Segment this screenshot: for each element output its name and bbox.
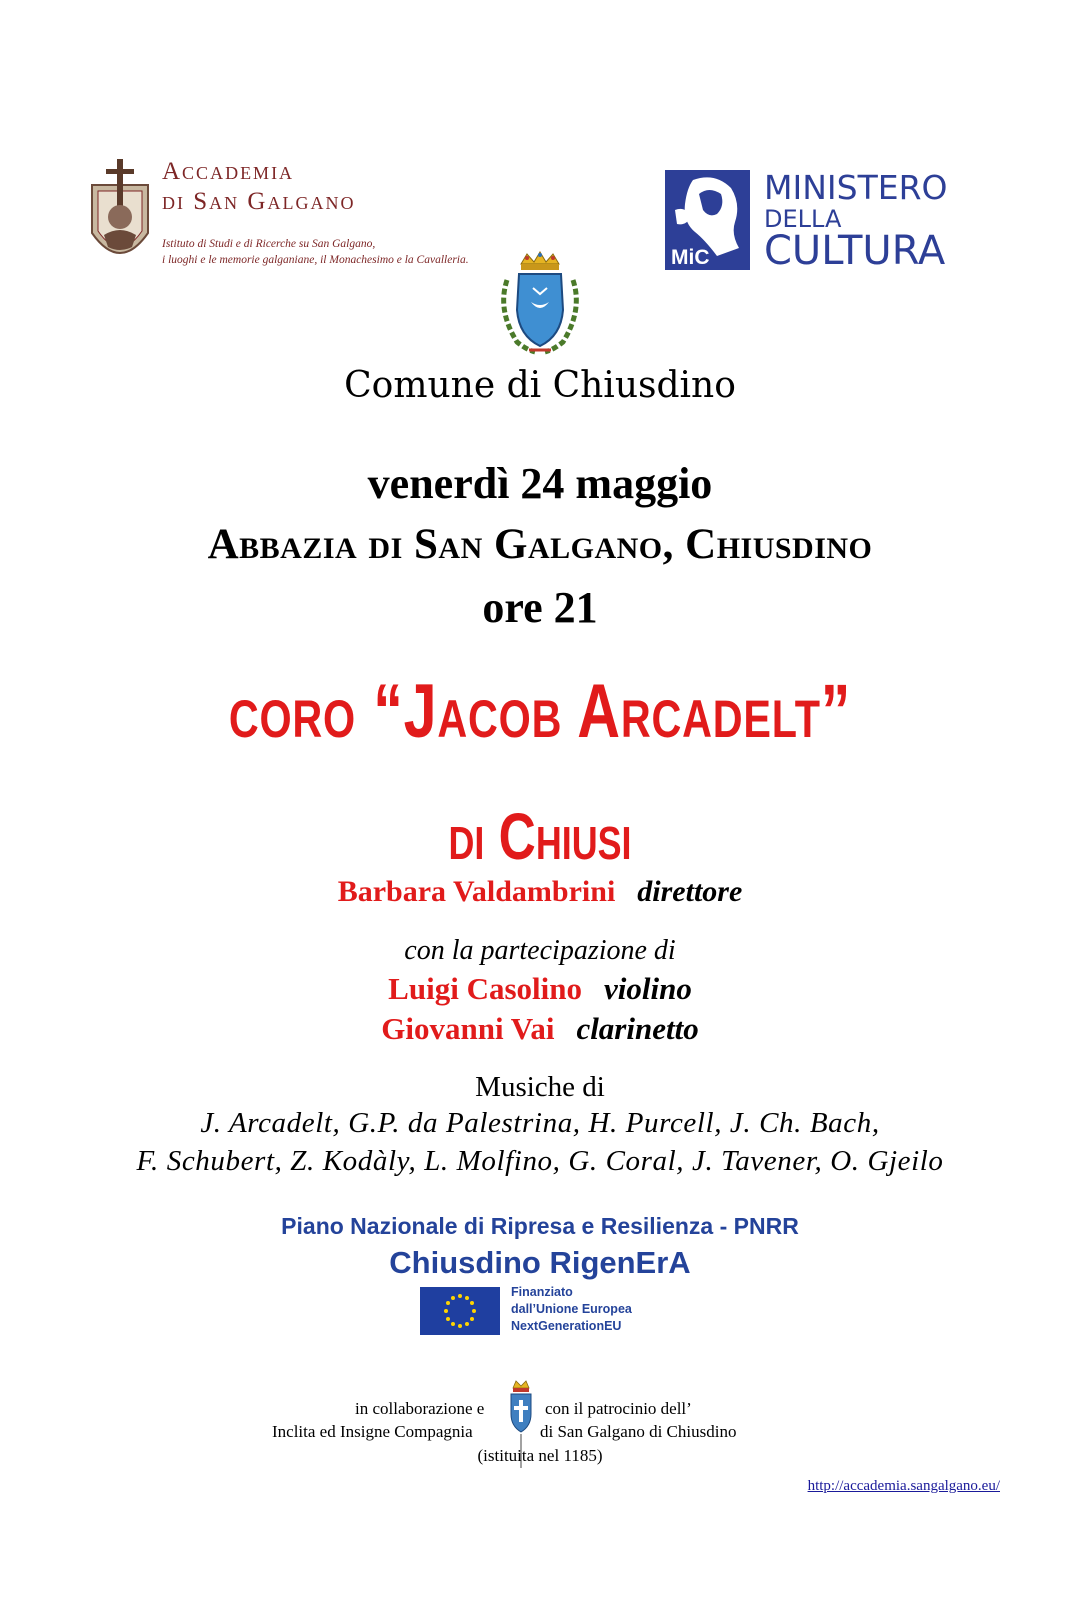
eu-funding-line3: NextGenerationEU: [511, 1319, 622, 1333]
comune-name: Comune di Chiusdino: [344, 365, 736, 406]
choir-name: coro “Jacob Arcadelt”: [228, 669, 852, 754]
performer-line: [0, 1011, 1080, 1047]
collaboration-text-1b: con il patrocinio dell’: [545, 1399, 692, 1418]
accademia-emblem-icon: [84, 155, 156, 273]
accademia-subtitle-line2: i luoghi e le memorie galganiane, il Monachesimo e la Cavalleria.: [162, 254, 469, 266]
ministero-line3: CULTURA: [764, 228, 946, 274]
composers-line2: F. Schubert, Z. Kodàly, L. Molfino, G. Coral, J. Tavener, O. Gjeilo: [136, 1145, 944, 1177]
website-link[interactable]: http://accademia.sangalgano.eu/: [807, 1478, 1000, 1494]
collaboration-founding: (istituita nel 1185): [477, 1446, 603, 1465]
director-line: [0, 875, 1080, 909]
choir-city: di Chiusi: [448, 799, 632, 873]
director-name: Barbara Valdambrini: [337, 875, 616, 908]
collaboration-text-2b: di San Galgano di Chiusdino: [540, 1422, 737, 1441]
eu-funding-line2: dall’Unione Europea: [511, 1302, 632, 1316]
performer-line: [0, 971, 1080, 1007]
ministero-line1: MINISTERO: [764, 168, 948, 207]
event-time: ore 21: [482, 583, 598, 632]
ministero-logo: [665, 170, 750, 270]
composers-line1: J. Arcadelt, G.P. da Palestrina, H. Purcell, J. Ch. Bach,: [200, 1107, 880, 1139]
collaboration-text-1a: in collaborazione e: [355, 1399, 485, 1418]
accademia-name-line2: di San Galgano: [162, 188, 356, 215]
performer-role: violino: [603, 971, 692, 1006]
collaboration-text-2a: Inclita ed Insigne Compagnia: [272, 1422, 473, 1441]
eu-funding-line1: Finanziato: [511, 1285, 573, 1299]
pnrr-title: Piano Nazionale di Ripresa e Resilienza - PNRR: [281, 1213, 799, 1239]
pnrr-project: Chiusdino RigenErA: [389, 1245, 691, 1280]
music-label: Musiche di: [475, 1071, 605, 1103]
accademia-name-line1: Accademia: [162, 158, 295, 185]
participation-label: con la partecipazione di: [404, 935, 676, 966]
comune-crest-icon: [491, 250, 589, 362]
mic-badge: MiC: [671, 246, 710, 269]
event-place: Abbazia di San Galgano, Chiusdino: [207, 521, 873, 568]
performer-name: Luigi Casolino: [388, 971, 582, 1006]
performer-role: clarinetto: [576, 1011, 699, 1046]
director-role: direttore: [637, 875, 743, 908]
eu-flag-icon: [420, 1287, 500, 1335]
event-date: venerdì 24 maggio: [367, 459, 713, 508]
ministero-line2: DELLA: [764, 205, 842, 233]
performer-name: Giovanni Vai: [381, 1011, 555, 1046]
accademia-subtitle-line1: Istituto di Studi e di Ricerche su San Galgano,: [162, 238, 376, 250]
